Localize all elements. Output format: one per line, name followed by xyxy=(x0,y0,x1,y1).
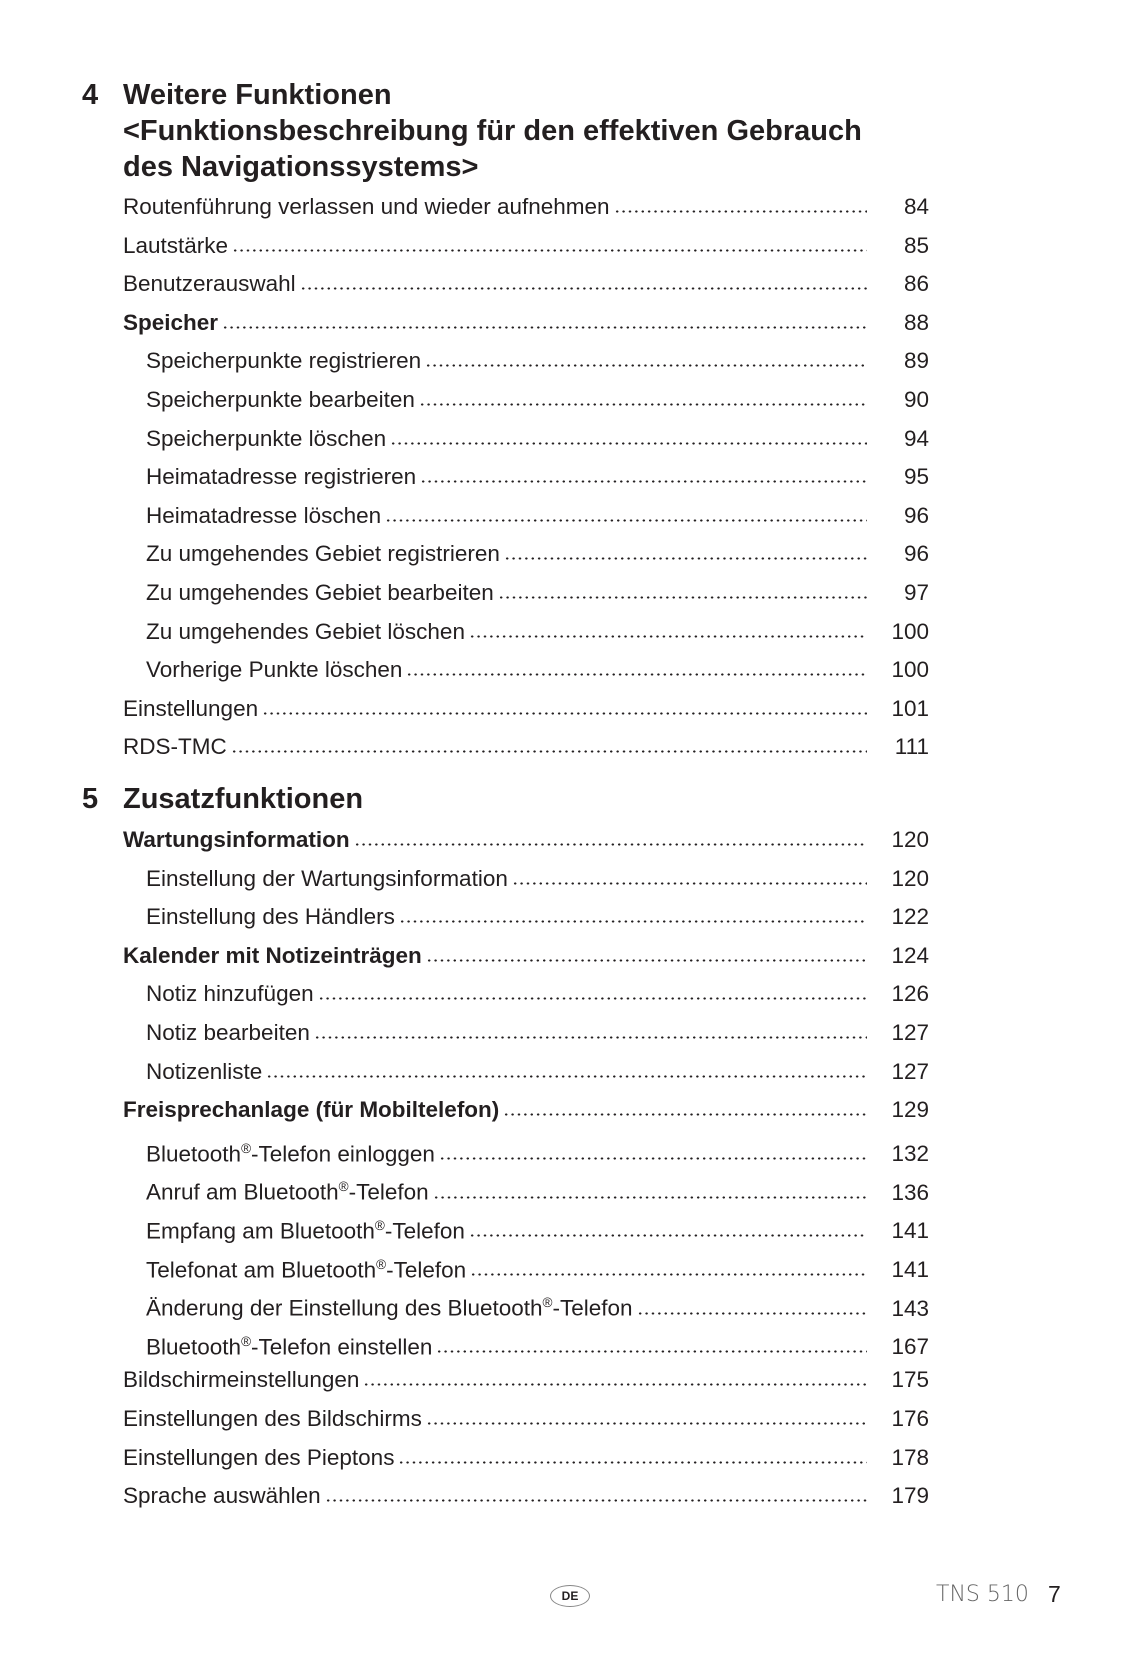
toc-entry-label: Notiz bearbeiten xyxy=(146,1019,310,1045)
toc-entry-page: 141 xyxy=(891,1257,929,1283)
toc-entry-label: Sprache auswählen xyxy=(123,1483,321,1509)
dot-leader xyxy=(385,519,867,522)
toc-entry-label: Speicherpunkte bearbeiten xyxy=(146,386,415,412)
toc-entry-label: RDS-TMC xyxy=(123,734,227,760)
toc-entry-page: 127 xyxy=(891,1019,929,1045)
toc-entry-label: Heimatadresse registrieren xyxy=(146,464,417,490)
toc-entry-page: 124 xyxy=(891,942,929,968)
toc-entry-label: Empfang am Bluetooth®-Telefon xyxy=(146,1217,465,1244)
dot-leader xyxy=(398,1461,867,1464)
toc-entry[interactable] xyxy=(123,458,929,497)
toc-entry-page: 101 xyxy=(891,695,929,721)
dot-leader xyxy=(406,673,867,676)
toc-entry[interactable] xyxy=(123,381,929,420)
toc-entry-label: Einstellung der Wartungsinformation xyxy=(146,865,508,891)
dot-leader xyxy=(300,287,867,290)
toc-entry[interactable] xyxy=(123,1400,929,1439)
section-title: Weitere Funktionen <Funktionsbeschreibung für den effektiven Gebrauch des Navigationssystems> xyxy=(123,79,862,183)
dot-leader xyxy=(426,1422,867,1425)
toc-entry[interactable] xyxy=(123,497,929,536)
toc-entry-label: Notizenliste xyxy=(146,1058,263,1084)
dot-leader xyxy=(419,403,867,406)
toc-entry-page: 89 xyxy=(903,348,929,374)
dot-leader xyxy=(232,249,867,252)
dot-leader xyxy=(363,1383,867,1386)
toc-entry[interactable] xyxy=(123,821,929,860)
dot-leader xyxy=(425,364,867,367)
toc-entry-page: 88 xyxy=(903,309,929,335)
toc-entry-label: Notiz hinzufügen xyxy=(146,981,314,1007)
toc-entry[interactable] xyxy=(123,651,929,690)
toc-entry-page: 120 xyxy=(891,865,929,891)
page-number: 7 xyxy=(1048,1581,1061,1607)
toc-entry-page: 100 xyxy=(891,618,929,644)
toc-entry-page: 141 xyxy=(891,1218,929,1244)
toc-entry-page: 175 xyxy=(891,1367,929,1393)
toc-entry-label: Einstellung des Händlers xyxy=(146,904,395,930)
toc-entry[interactable] xyxy=(123,1207,929,1246)
toc-entry-page: 111 xyxy=(894,734,929,760)
dot-leader xyxy=(314,1036,867,1039)
toc-entry-label: Kalender mit Notizeinträgen xyxy=(123,942,422,968)
toc-entry[interactable] xyxy=(123,265,929,304)
dot-leader xyxy=(318,997,867,1000)
toc-entry-page: 143 xyxy=(891,1295,929,1321)
toc-entry-page: 179 xyxy=(891,1483,929,1509)
toc-entry[interactable] xyxy=(123,188,929,227)
dot-leader xyxy=(498,596,867,599)
toc-entry-page: 120 xyxy=(891,827,929,852)
toc-entry[interactable] xyxy=(123,420,929,459)
toc-entry-page: 178 xyxy=(891,1444,929,1470)
toc-entry-page: 97 xyxy=(903,579,929,605)
toc-entry[interactable] xyxy=(123,898,929,937)
toc-section-4 xyxy=(123,188,929,767)
dot-leader xyxy=(262,712,867,715)
toc-entry-label: Freisprechanlage (für Mobiltelefon) xyxy=(123,1097,500,1123)
dot-leader xyxy=(614,210,867,213)
dot-leader xyxy=(420,480,867,483)
toc-entry[interactable] xyxy=(123,1439,929,1478)
toc-entry-label: Speicherpunkte registrieren xyxy=(146,348,422,374)
toc-entry-label: Heimatadresse löschen xyxy=(146,502,382,528)
dot-leader xyxy=(390,442,867,445)
toc-entry-page: 84 xyxy=(903,194,929,219)
dot-leader xyxy=(266,1075,867,1078)
toc-section-5 xyxy=(123,821,929,1516)
toc-entry[interactable] xyxy=(123,728,929,767)
toc-entry-page: 100 xyxy=(891,657,929,683)
toc-entry-label: Einstellungen des Pieptons xyxy=(123,1444,395,1470)
toc-entry-label: Bluetooth®-Telefon einloggen xyxy=(146,1140,435,1167)
toc-entry-page: 132 xyxy=(891,1141,929,1167)
dot-leader xyxy=(222,326,867,329)
toc-entry-page: 127 xyxy=(891,1058,929,1084)
toc-entry-label: Benutzerauswahl xyxy=(123,271,296,297)
dot-leader xyxy=(637,1312,867,1315)
toc-entry-page: 136 xyxy=(891,1179,929,1205)
dot-leader xyxy=(433,1196,867,1199)
toc-entry-label: Anruf am Bluetooth®-Telefon xyxy=(146,1179,429,1205)
toc-entry[interactable] xyxy=(123,1168,929,1207)
toc-entry[interactable] xyxy=(123,613,929,652)
toc-entry-page: 85 xyxy=(903,232,929,258)
toc-entry[interactable] xyxy=(123,1477,929,1516)
toc-entry-label: Zu umgehendes Gebiet bearbeiten xyxy=(146,579,494,605)
toc-entry-page: 96 xyxy=(903,541,929,567)
dot-leader xyxy=(504,557,867,560)
dot-leader xyxy=(470,1273,867,1276)
toc-entry[interactable] xyxy=(123,1014,929,1053)
toc-entry[interactable] xyxy=(123,1053,929,1092)
language-badge: DE xyxy=(550,1585,590,1607)
toc-entry[interactable] xyxy=(123,342,929,381)
toc-entry-label: Bluetooth®-Telefon einstellen xyxy=(146,1333,433,1360)
toc-entry[interactable] xyxy=(123,535,929,574)
toc-entry[interactable] xyxy=(123,1246,929,1285)
toc-entry-page: 86 xyxy=(903,271,929,297)
toc-entry-label: Lautstärke xyxy=(123,232,229,258)
dot-leader xyxy=(503,1113,867,1116)
toc-entry-label: Speicher xyxy=(123,309,219,335)
dot-leader xyxy=(354,843,867,846)
model-name: TNS 510 xyxy=(936,1582,1029,1607)
dot-leader xyxy=(512,882,867,885)
toc-entry[interactable] xyxy=(123,860,929,899)
toc-entry-label: Zu umgehendes Gebiet registrieren xyxy=(146,541,500,567)
dot-leader xyxy=(469,635,867,638)
dot-leader xyxy=(469,1234,867,1237)
dot-leader xyxy=(325,1499,867,1502)
toc-entry-page: 176 xyxy=(891,1405,929,1431)
toc-entry-label: Einstellungen xyxy=(123,695,259,721)
toc-entry[interactable] xyxy=(123,1130,929,1169)
toc-entry[interactable] xyxy=(123,937,929,976)
section-number: 5 xyxy=(82,783,99,815)
toc-entry[interactable] xyxy=(123,1323,929,1362)
toc-entry[interactable] xyxy=(123,1284,929,1323)
toc-entry-label: Bildschirmeinstellungen xyxy=(123,1367,360,1393)
toc-entry-page: 94 xyxy=(903,425,929,451)
toc-entry[interactable] xyxy=(123,975,929,1014)
toc-entry[interactable] xyxy=(123,574,929,613)
toc-entry-label: Einstellungen des Bildschirms xyxy=(123,1405,422,1431)
toc-entry-label: Zu umgehendes Gebiet löschen xyxy=(146,618,465,644)
dot-leader xyxy=(426,959,867,962)
toc-entry-label: Wartungsinformation xyxy=(123,827,350,852)
dot-leader xyxy=(231,750,867,753)
toc-entry[interactable] xyxy=(123,1361,929,1400)
toc-entry-label: Speicherpunkte löschen xyxy=(146,425,387,451)
toc-entry-page: 90 xyxy=(903,386,929,412)
dot-leader xyxy=(436,1350,867,1353)
toc-entry-page: 122 xyxy=(891,904,929,930)
toc-entry-label: Vorherige Punkte löschen xyxy=(146,657,403,683)
toc-entry-page: 126 xyxy=(891,981,929,1007)
toc-entry[interactable] xyxy=(123,227,929,266)
toc-entry[interactable] xyxy=(123,690,929,729)
toc-entry-label: Änderung der Einstellung des Bluetooth®-Telefon xyxy=(146,1295,633,1321)
toc-entry[interactable] xyxy=(123,1091,929,1130)
toc-entry[interactable] xyxy=(123,304,929,343)
dot-leader xyxy=(399,920,867,923)
section-title: Zusatzfunktionen xyxy=(123,783,364,815)
toc-entry-page: 129 xyxy=(891,1097,929,1123)
section-number: 4 xyxy=(82,79,99,111)
dot-leader xyxy=(439,1157,867,1160)
toc-entry-label: Telefonat am Bluetooth®-Telefon xyxy=(146,1256,467,1283)
toc-entry-page: 167 xyxy=(891,1334,929,1360)
toc-entry-label: Routenführung verlassen und wieder aufnehmen xyxy=(123,194,610,219)
toc-entry-page: 96 xyxy=(903,502,929,528)
toc-entry-page: 95 xyxy=(903,464,929,490)
